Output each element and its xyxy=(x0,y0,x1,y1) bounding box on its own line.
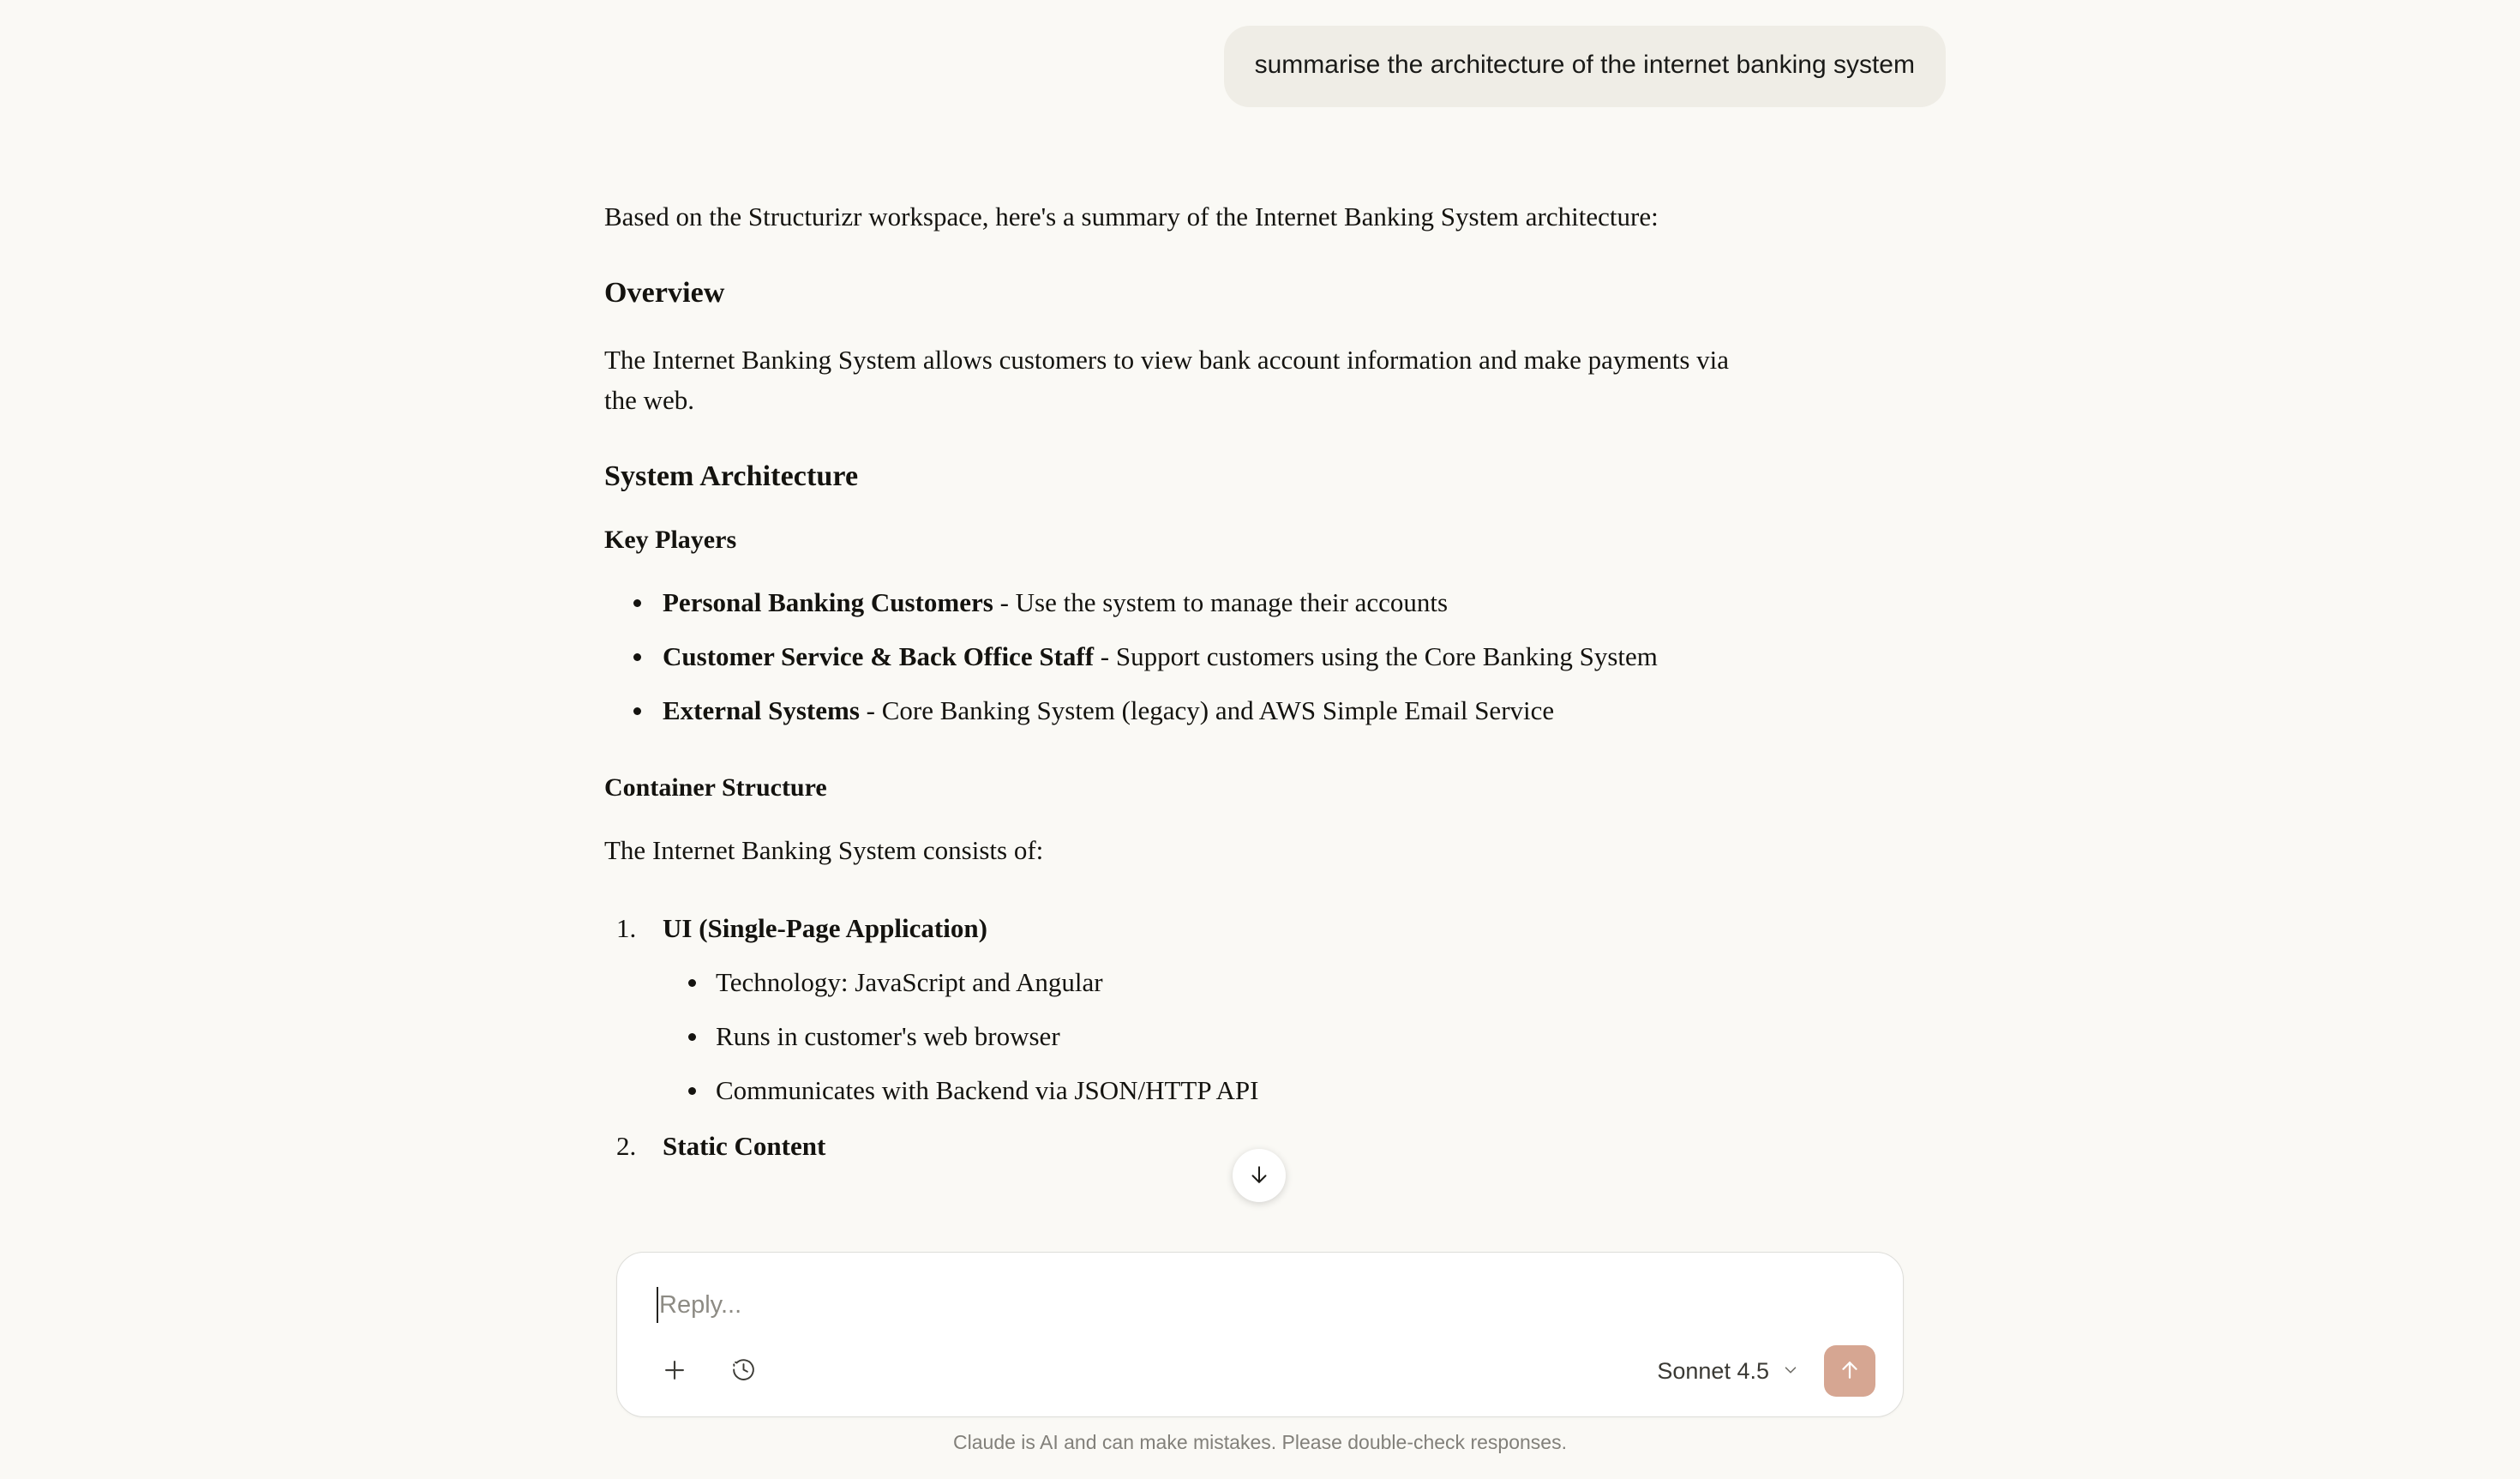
heading-overview: Overview xyxy=(604,276,725,309)
composer-left-tools xyxy=(651,1348,766,1394)
overview-paragraph: The Internet Banking System allows customers to view bank account information and make payments via the web. xyxy=(604,344,1730,415)
key-player-term: Customer Service & Back Office Staff xyxy=(663,641,1095,672)
heading-key-players: Key Players xyxy=(604,526,737,555)
container-name: UI (Single-Page Application) xyxy=(663,912,987,943)
text-cursor xyxy=(657,1287,658,1323)
list-item: Communicates with Backend via JSON/HTTP API xyxy=(663,1070,1744,1110)
user-message-row xyxy=(574,26,1946,107)
key-player-description: - Core Banking System (legacy) and AWS Simple Email Service xyxy=(859,695,1555,726)
list-item xyxy=(604,1126,1744,1166)
composer-right-tools xyxy=(1648,1345,1875,1397)
plus-icon xyxy=(660,1356,689,1387)
key-player-term: External Systems xyxy=(663,695,860,726)
model-selector-label: Sonnet 4.5 xyxy=(1657,1357,1769,1384)
assistant-message xyxy=(604,196,1744,1167)
heading-container-structure: Container Structure xyxy=(604,773,827,802)
arrow-up-icon xyxy=(1837,1357,1863,1386)
list-item xyxy=(604,908,1744,1110)
composer-toolbar xyxy=(617,1344,1903,1398)
key-player-description: - Support customers using the Core Banking System xyxy=(1094,641,1658,672)
message-composer[interactable] xyxy=(616,1252,1904,1417)
clock-history-icon xyxy=(730,1356,757,1386)
list-item: Runs in customer's web browser xyxy=(663,1016,1744,1056)
heading-system-architecture: System Architecture xyxy=(604,460,859,493)
arrow-down-icon xyxy=(1246,1162,1272,1190)
list-item xyxy=(604,582,1744,622)
chevron-down-icon xyxy=(1781,1361,1800,1382)
reply-input-placeholder: Reply... xyxy=(659,1290,742,1319)
container-intro-paragraph: The Internet Banking System consists of: xyxy=(604,834,1044,865)
key-players-list xyxy=(604,582,1744,730)
container-name: Static Content xyxy=(663,1131,826,1162)
add-attachment-button[interactable] xyxy=(651,1348,698,1394)
key-player-description: - Use the system to manage their accounts xyxy=(993,587,1449,618)
model-selector-dropdown[interactable] xyxy=(1648,1351,1809,1392)
list-item: Technology: JavaScript and Angular xyxy=(663,962,1744,1002)
user-message-bubble: summarise the architecture of the internet banking system xyxy=(1224,26,1946,107)
composer-area xyxy=(0,1239,2520,1479)
container-list xyxy=(604,908,1744,1167)
assistant-intro-paragraph: Based on the Structurizr workspace, here's a summary of the Internet Banking System architecture: xyxy=(604,201,1659,231)
list-item xyxy=(604,636,1744,676)
key-player-term: Personal Banking Customers xyxy=(663,587,993,618)
send-message-button[interactable] xyxy=(1824,1345,1875,1397)
chat-history-button[interactable] xyxy=(720,1348,766,1394)
container-details-list xyxy=(663,962,1744,1110)
scroll-to-bottom-button[interactable] xyxy=(1233,1149,1286,1202)
ai-disclaimer-text: Claude is AI and can make mistakes. Please double-check responses. xyxy=(953,1431,1567,1453)
list-item xyxy=(604,690,1744,730)
reply-input[interactable] xyxy=(657,1286,741,1324)
